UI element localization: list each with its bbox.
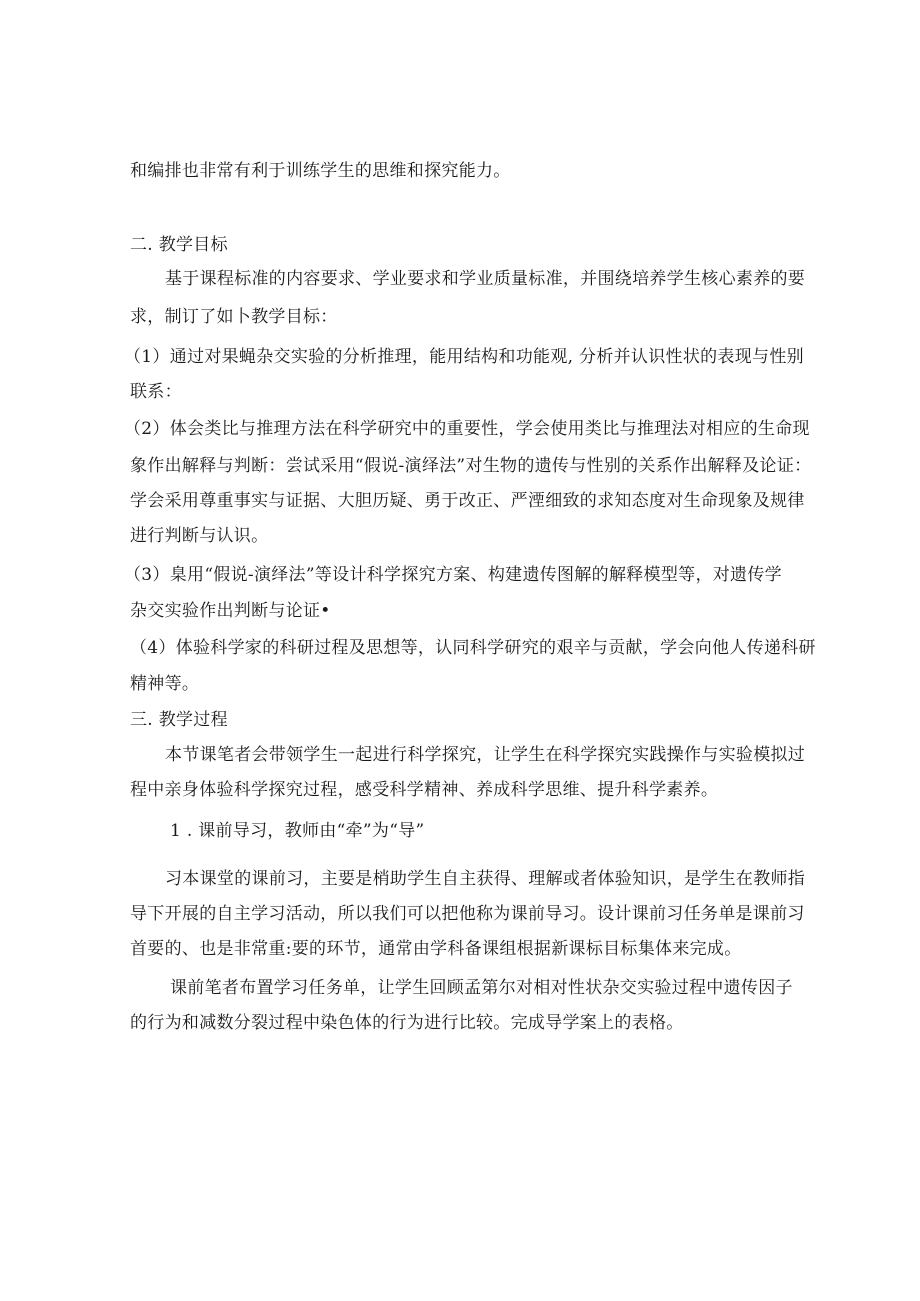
goal-2-line: 象作出解释与判断：尝试采用“假说-演绎法”对生物的遗传与性别的关系作出解释及论证： — [130, 456, 812, 476]
goal-1-line: 联系： — [130, 382, 182, 402]
goal-2-line: 进行判断与认识。 — [130, 526, 269, 546]
subsection-1-heading: 1 . 课前导习，教师由“牵”为“导” — [170, 821, 425, 841]
subsection-1-para-line: 的行为和减数分裂过程中染色体的行为进行比较。完成导学案上的表格。 — [130, 1013, 684, 1033]
subsection-1-para-line: 习本课堂的课前习，主要是梢助学生自主获得、理解或者体验知识，是学生在教师指 — [165, 869, 806, 889]
subsection-1-para-line: 首要的、也是非常重:要的环节，通常由学科备课组根据新课标目标集体来完成。 — [130, 939, 742, 959]
section-2-para-line: 基于课程标准的内容要求、学业要求和学业质量标准，并围绕培养学生核心素养的要 — [165, 269, 806, 289]
section-3-para-line: 本节课笔者会带领学生一起进行科学探究，让学生在科学探究实践操作与实验模拟过 — [165, 745, 806, 765]
goal-2-line: （2）体会类比与推理方法在科学研究中的重要性，学会使用类比与推理法对相应的生命现 — [124, 419, 810, 439]
goal-1-line: （1）通过对果蝇杂交实验的分析推理，能用结构和功能观, 分析并认识性状的表现与性别 — [124, 347, 804, 367]
goal-2-line: 学会采用尊重事实与证据、大胆历疑、勇于改正、严湮细致的求知态度对生命现象及规律 — [130, 491, 805, 511]
section-2-heading: 二. 教学目标 — [130, 235, 228, 255]
section-3-para-line: 程中亲身体验科学探究过程，感受科学精神、养成科学思维、提升科学素养。 — [130, 780, 719, 800]
goal-4-line: （4）体验科学家的科研过程及思想等，认同科学研究的艰辛与贡献，学会向他人传递科研 — [130, 638, 816, 658]
goal-4-line: 精神等。 — [130, 674, 200, 694]
subsection-1-para-line: 导下开展的自主学习活动，所以我们可以把他称为课前导习。设计课前习任务单是课前习 — [130, 904, 805, 924]
subsection-1-para-line: 课前笔者布置学习任务单，让学生回顾孟第尔对相对性状杂交实验过程中遗传因子 — [170, 978, 793, 998]
intro-last-line: 和编排也非常有利于训练学生的思维和探究能力。 — [130, 161, 511, 181]
goal-3-line: 杂交实验作出判断与论证• — [130, 601, 331, 621]
goal-3-line: （3）臬用“假说-演绎法”等设计科学探究方案、构建遗传图解的解释模型等，对遗传学 — [124, 565, 782, 585]
section-3-heading: 三. 教学过程 — [130, 710, 228, 730]
section-2-para-line: 求，制订了如卜教学目标： — [130, 307, 338, 327]
